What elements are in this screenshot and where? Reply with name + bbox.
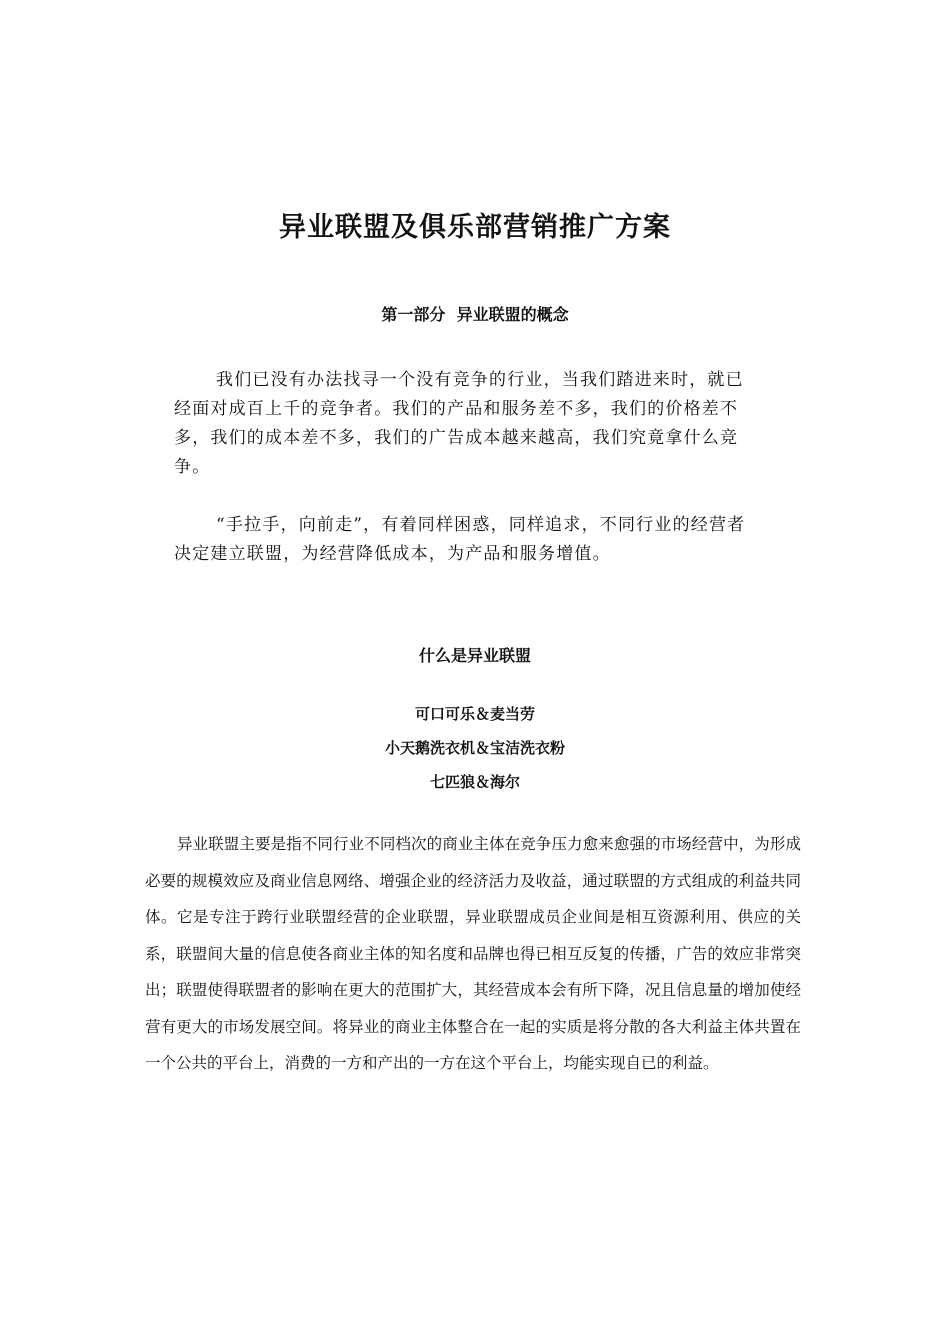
part-heading: 第一部分 异业联盟的概念	[381, 305, 569, 324]
what-is-heading: 什么是异业联盟	[418, 646, 531, 665]
examples-list	[0, 703, 950, 805]
definition-paragraph: 异业联盟主要是指不同行业不同档次的商业主体在竞争压力愈来愈强的市场经营中，为形成必要的规模效应及商业信息网络、增强企业的经济活力及收益，通过联盟的方式组成的利益共同体。它是专注于跨行业联盟经营的企业联盟，异业联盟成员企业间是相互资源利用、供应的关系，联盟间大量的信息使各商业主体的知名度和品牌也得已相互反复的传播，广告的效应非常突出；联盟使得联盟者的影响在更大的范围扩大，其经营成本会有所下降，况且信息量的增加使经营有更大的市场发展空间。将异业的商业主体整合在一起的实质是将分散的各大利益主体共置在一个公共的平台上，消费的一方和产出的一方在这个平台上，均能实现自已的利益。	[145, 835, 801, 1072]
intro-paragraph-1: 我们已没有办法找寻一个没有竞争的行业，当我们踏进来时，就已经面对成百上千的竞争者。我们的产品和服务差不多，我们的价格差不多，我们的成本差不多，我们的广告成本越来越高，我们究竟拿什么竞争。	[174, 370, 744, 477]
document-title: 异业联盟及俱乐部营销推广方案	[279, 212, 671, 243]
example-item: 七匹狼＆海尔	[429, 773, 520, 791]
example-item: 小天鹅洗衣机＆宝洁洗衣粉	[384, 739, 565, 757]
intro-section	[174, 366, 754, 569]
intro-paragraph-2: “手拉手，向前走”，有着同样困惑，同样追求，不同行业的经营者决定建立联盟，为经营降低成本，为产品和服务增值。	[174, 515, 746, 564]
example-item: 可口可乐＆麦当劳	[414, 705, 535, 723]
